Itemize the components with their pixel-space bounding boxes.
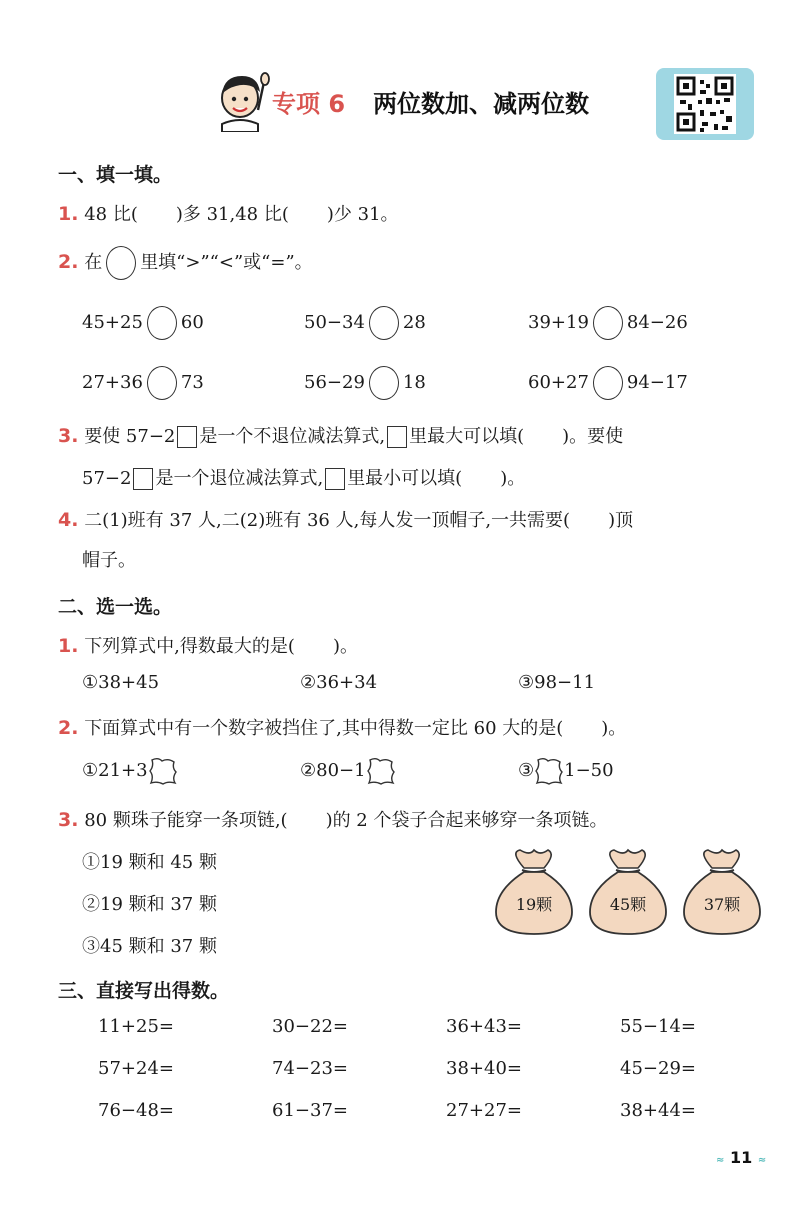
option-3[interactable] (518, 756, 614, 786)
question-text: )的 2 个袋子合起来够穿一条项链。 (325, 810, 608, 831)
question-2-2 (58, 714, 626, 740)
question-text: 是一个退位减法算式, (155, 468, 324, 489)
compare-circle[interactable] (593, 366, 623, 400)
page-number-text: 11 (729, 1148, 753, 1167)
compare-circle[interactable] (369, 366, 399, 400)
compare-item (304, 366, 426, 400)
compare-circle[interactable] (593, 306, 623, 340)
compare-circle[interactable] (147, 306, 177, 340)
option-text: 1−50 (564, 760, 614, 781)
question-1-4 (58, 506, 633, 532)
compare-right: 28 (402, 312, 426, 333)
option-text: ②80−1 (300, 760, 366, 781)
question-text: 要使 57−2 (84, 426, 176, 447)
bag-label: 37颗 (703, 895, 741, 914)
calc-item[interactable]: 36+43= (446, 1016, 522, 1037)
question-number: 1. (58, 635, 79, 657)
calc-item[interactable]: 38+44= (620, 1100, 696, 1121)
question-text: 下列算式中,得数最大的是( (84, 636, 295, 657)
question-text: )。 (601, 718, 627, 739)
question-text: )。要使 (562, 426, 624, 447)
option-3[interactable]: ③98−11 (518, 672, 596, 693)
digit-box (387, 426, 407, 448)
question-text: 里填“>”“<”或“=”。 (140, 252, 313, 273)
question-text: 里最大可以填( (409, 426, 525, 447)
question-1-3 (58, 422, 623, 448)
option-1[interactable] (82, 756, 178, 786)
covered-digit-icon (366, 756, 396, 786)
boy-mascot-icon (214, 68, 274, 132)
calc-item[interactable]: 76−48= (98, 1100, 174, 1121)
compare-left: 50−34 (304, 312, 365, 333)
question-number: 3. (58, 425, 79, 447)
option-1[interactable]: ①19 颗和 45 颗 (82, 852, 217, 873)
compare-right: 18 (402, 372, 426, 393)
page-number (716, 1148, 766, 1167)
compare-item (528, 366, 688, 400)
bead-bag (678, 846, 766, 942)
calc-item[interactable]: 38+40= (446, 1058, 522, 1079)
calc-item[interactable]: 57+24= (98, 1058, 174, 1079)
covered-digit-icon (534, 756, 564, 786)
section-write-results-heading: 三、直接写出得数。 (58, 980, 230, 1002)
dot-decoration-icon: ≈ (757, 1155, 767, 1166)
question-text: 下面算式中有一个数字被挡住了,其中得数一定比 60 大的是( (84, 718, 564, 739)
question-1-2 (58, 246, 313, 280)
digit-box[interactable] (177, 426, 197, 448)
question-number: 1. (58, 203, 79, 225)
option-text: ③ (518, 760, 535, 781)
compare-right: 84−26 (626, 312, 688, 333)
question-text: )多 31,48 比( (175, 204, 289, 225)
question-text: 二(1)班有 37 人,二(2)班有 36 人,每人发一顶帽子,一共需要( (84, 510, 571, 531)
question-1-3-cont (82, 464, 525, 490)
series-label: 专项 6 (272, 90, 346, 118)
question-number: 3. (58, 809, 79, 831)
question-text: )顶 (608, 510, 634, 531)
question-number: 2. (58, 717, 79, 739)
option-2[interactable]: ②36+34 (300, 672, 378, 693)
option-2[interactable] (300, 756, 396, 786)
digit-box[interactable] (133, 468, 153, 490)
compare-item (82, 366, 204, 400)
compare-right: 73 (180, 372, 204, 393)
question-text: 在 (84, 252, 103, 273)
section-choose-heading: 二、选一选。 (58, 596, 173, 618)
question-text: 48 比( (84, 204, 138, 225)
compare-left: 56−29 (304, 372, 365, 393)
bead-bag (584, 846, 672, 942)
question-text: )。 (500, 468, 526, 489)
calc-item[interactable]: 30−22= (272, 1016, 348, 1037)
compare-item (82, 306, 204, 340)
bag-label: 19颗 (515, 895, 553, 914)
bead-bag (490, 846, 578, 942)
compare-circle (106, 246, 136, 280)
compare-item (304, 306, 426, 340)
option-3[interactable]: ③45 颗和 37 颗 (82, 936, 217, 957)
option-text: ①21+3 (82, 760, 148, 781)
dot-decoration-icon: ≈ (716, 1155, 725, 1166)
calc-item[interactable]: 11+25= (98, 1016, 174, 1037)
calc-item[interactable]: 45−29= (620, 1058, 696, 1079)
compare-left: 39+19 (528, 312, 589, 333)
question-1-4-cont: 帽子。 (82, 550, 136, 571)
compare-left: 27+36 (82, 372, 143, 393)
digit-box (325, 468, 345, 490)
calc-item[interactable]: 74−23= (272, 1058, 348, 1079)
compare-right: 94−17 (626, 372, 688, 393)
covered-digit-icon (148, 756, 178, 786)
question-number: 2. (58, 251, 79, 273)
section-fill-in-heading: 一、填一填。 (58, 164, 173, 186)
compare-circle[interactable] (369, 306, 399, 340)
calc-item[interactable]: 61−37= (272, 1100, 348, 1121)
compare-right: 60 (180, 312, 204, 333)
topic-label: 两位数加、减两位数 (373, 90, 590, 118)
question-2-1 (58, 632, 358, 658)
question-text: )。 (332, 636, 358, 657)
question-text: 是一个不退位减法算式, (199, 426, 386, 447)
compare-left: 45+25 (82, 312, 143, 333)
question-text: 里最小可以填( (347, 468, 463, 489)
page-title (272, 84, 589, 119)
option-2[interactable]: ②19 颗和 37 颗 (82, 894, 217, 915)
question-2-3 (58, 806, 607, 832)
question-text: )少 31。 (326, 204, 399, 225)
calc-item[interactable]: 27+27= (446, 1100, 522, 1121)
compare-circle[interactable] (147, 366, 177, 400)
question-text: 57−2 (82, 468, 132, 489)
compare-left: 60+27 (528, 372, 589, 393)
question-1-1 (58, 200, 399, 226)
calc-item[interactable]: 55−14= (620, 1016, 696, 1037)
bag-label: 45颗 (609, 895, 647, 914)
compare-item (528, 306, 688, 340)
qr-code-icon (656, 68, 754, 140)
question-number: 4. (58, 509, 79, 531)
option-1[interactable]: ①38+45 (82, 672, 160, 693)
question-text: 80 颗珠子能穿一条项链,( (84, 810, 288, 831)
